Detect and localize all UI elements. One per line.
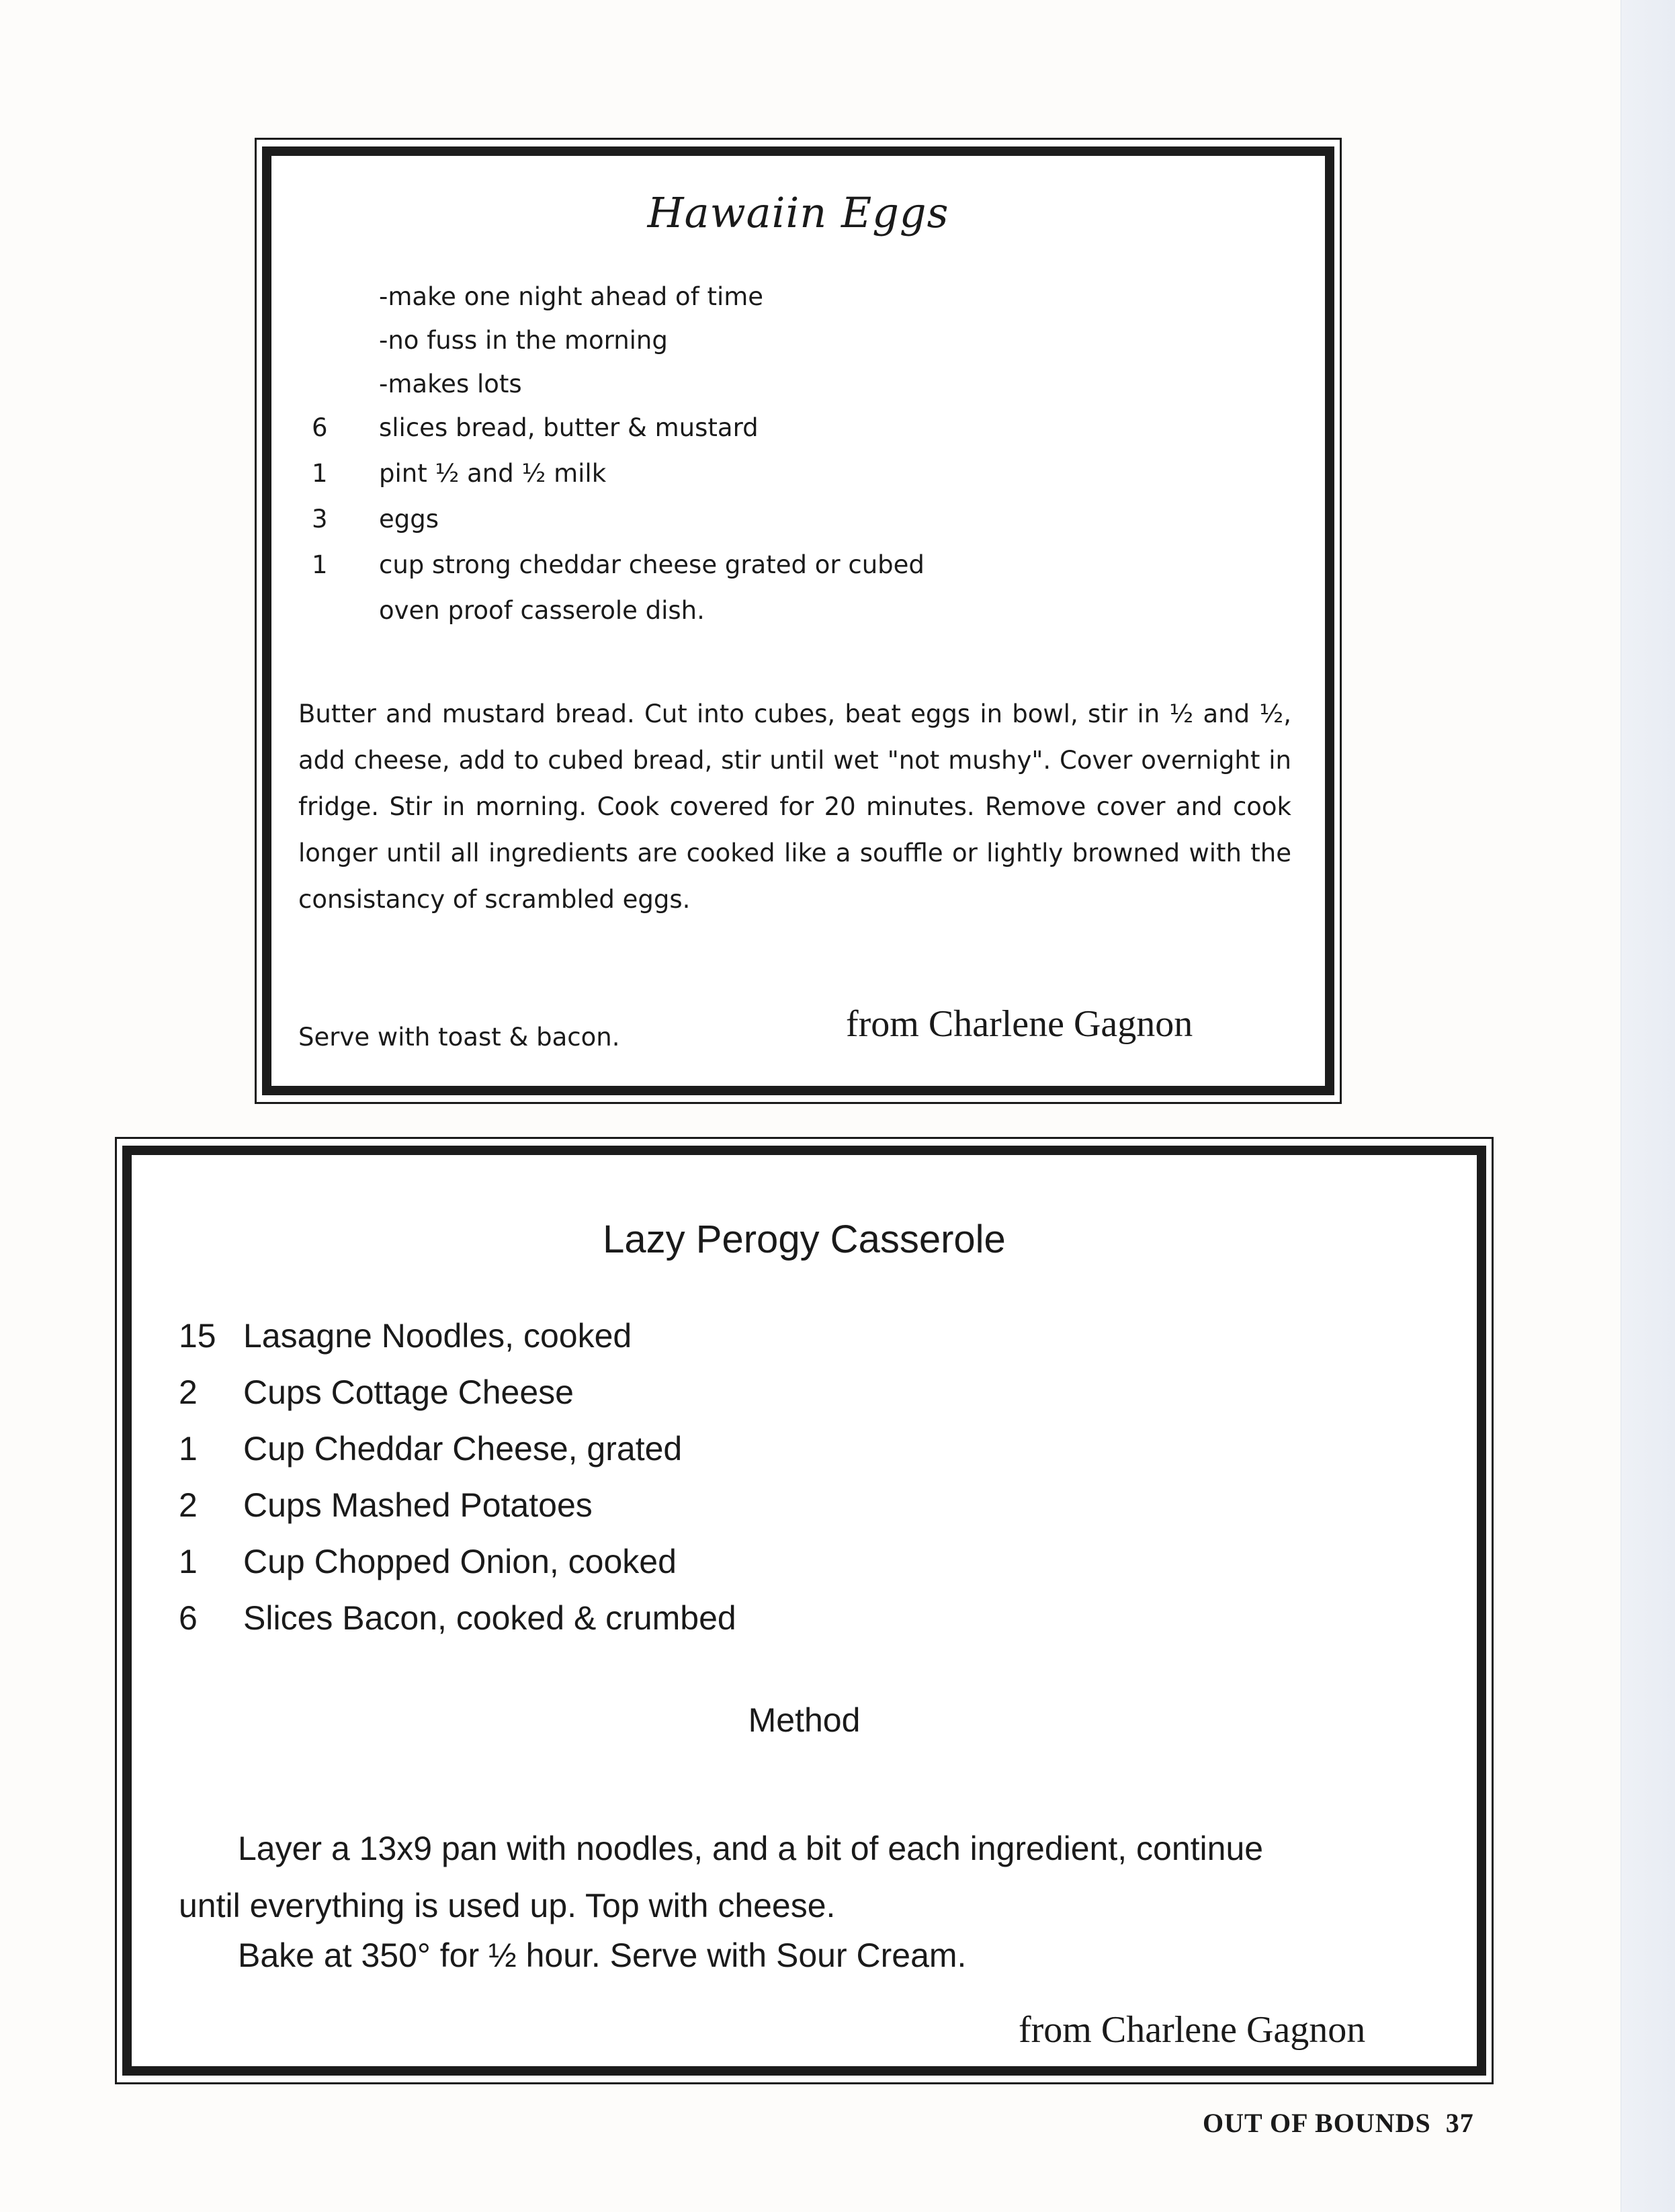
ingredient-item: eggs: [379, 505, 439, 534]
ingredient-row: [179, 1542, 677, 1581]
book-title: OUT OF BOUNDS: [1203, 2108, 1431, 2138]
ingredient-row: [179, 1599, 736, 1637]
method-heading: Method: [748, 1701, 861, 1739]
ingredient-item: Slices Bacon, cooked & crumbed: [243, 1599, 736, 1637]
ingredient-qty: 2: [179, 1373, 198, 1411]
scan-page-edge: [1621, 0, 1675, 2212]
ingredient-qty: 15: [179, 1317, 216, 1355]
ingredient-item: pint ½ and ½ milk: [379, 459, 607, 488]
ingredient-item: Cups Mashed Potatoes: [243, 1486, 593, 1524]
ingredient-row: [312, 550, 925, 579]
recipe-credit: from Charlene Gagnon: [1019, 2009, 1366, 2051]
card-frame: [122, 1146, 1486, 2076]
recipe-directions: Butter and mustard bread. Cut into cubes, beat eggs in bowl, stir in ½ and ½, add cheese, add to cubed bread, stir until wet "not mushy". Cover overnight in fridge. Stir in morning. Cook covered for 20 minutes. Remove cover and cook longer until all ingredients are cooked like a souffle or lightly browned with the consistancy of scrambled eggs.: [298, 699, 1291, 914]
ingredient-item: Cup Chopped Onion, cooked: [243, 1543, 677, 1580]
method-line: Layer a 13x9 pan with noodles, and a bit of each ingredient, continue: [238, 1830, 1264, 1867]
ingredient-item: cup strong cheddar cheese grated or cubed: [379, 550, 925, 579]
recipe-title: Hawaiin Eggs: [647, 188, 949, 237]
ingredient-qty: 6: [312, 413, 328, 442]
recipe-note: -no fuss in the morning: [379, 326, 668, 355]
ingredient-item: Cup Cheddar Cheese, grated: [243, 1430, 683, 1467]
ingredient-row: [179, 1373, 574, 1412]
ingredient-qty: 6: [179, 1599, 198, 1637]
ingredient-row: [312, 596, 705, 625]
recipe-credit: from Charlene Gagnon: [846, 1003, 1193, 1045]
serving-suggestion: Serve with toast & bacon.: [298, 1023, 620, 1052]
method-line: Bake at 350° for ½ hour. Serve with Sour Cream.: [238, 1937, 967, 1974]
ingredient-item: Lasagne Noodles, cooked: [243, 1317, 632, 1355]
ingredient-item: slices bread, butter & mustard: [379, 413, 759, 442]
ingredient-row: [179, 1316, 632, 1355]
recipe-card-lazy-perogy-casserole: [115, 1137, 1494, 2084]
recipe-title: Lazy Perogy Casserole: [603, 1218, 1006, 1261]
recipe-card-hawaiin-eggs: [255, 138, 1342, 1104]
ingredient-qty: 3: [312, 505, 328, 534]
ingredient-row: [179, 1429, 682, 1468]
ingredient-item: oven proof casserole dish.: [379, 596, 705, 625]
page-footer: [1203, 2107, 1474, 2139]
ingredient-qty: 1: [312, 550, 328, 579]
ingredient-qty: 2: [179, 1486, 198, 1524]
ingredient-row: [312, 413, 759, 442]
recipe-note: -make one night ahead of time: [379, 282, 764, 311]
ingredient-row: [312, 459, 606, 488]
recipe-note: -makes lots: [379, 370, 522, 398]
ingredient-item: Cups Cottage Cheese: [243, 1373, 574, 1411]
ingredient-qty: 1: [312, 459, 328, 488]
ingredient-qty: 1: [179, 1430, 198, 1467]
card-frame: [262, 146, 1334, 1095]
ingredient-row: [312, 505, 439, 534]
page-number: 37: [1445, 2108, 1474, 2138]
ingredient-qty: 1: [179, 1543, 198, 1580]
method-line: until everything is used up. Top with cheese.: [179, 1887, 836, 1924]
ingredient-row: [179, 1486, 593, 1525]
